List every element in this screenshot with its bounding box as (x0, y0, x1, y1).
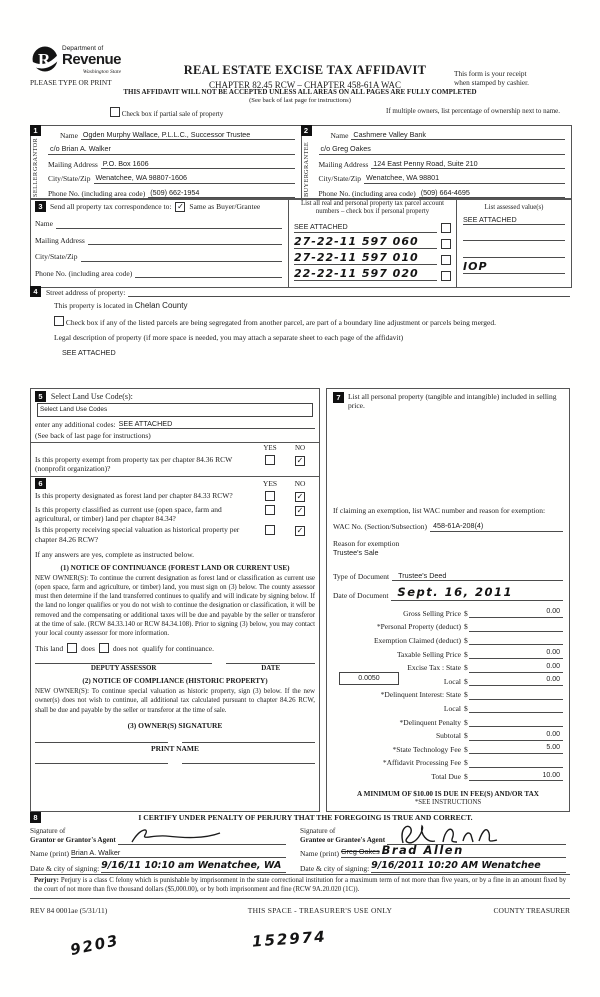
form-chapter: CHAPTER 82.45 RCW – CHAPTER 458-61A WAC (209, 79, 401, 90)
partial-sale-label: Check box if partial sale of property (121, 109, 224, 118)
current-use-question: Is this property classified as current use (open space, farm and agricultural, or timber) land per chapter 84.34? (35, 504, 222, 523)
same-as-buyer-checkbox: ✓ (177, 201, 184, 211)
rev-number: REV 84 0001ae (5/31/11) (30, 906, 108, 915)
personal-property-title: List all personal property (tangible and intangible) included in selling price. (348, 392, 557, 411)
notice-continuance-body: NEW OWNER(S): To continue the current designation as forest land or classification as current use (open space, farm and agriculture, or timber) land, you must sign on (3) below. The county assessor must then determine if the land transferred continues to qualify and will indicate by signing below. If the land no longer qualifies or you do not wish to continue the designation or classification, it will be removed and the compensating or additional taxes will be due and payable by the seller or transferor at the time of sale. (RCW 84.33.140 or RCW 84.34.108). Prior to signing (3) below, you may contact your local county assessor for more information. (35, 574, 315, 637)
type-of-document-value: Trustee's Deed (398, 570, 447, 580)
sec5-see-back: (See back of last page for instructions) (35, 431, 151, 441)
assessed-row-value: SEE ATTACHED (463, 214, 517, 224)
money-label: Taxable Selling Price (396, 649, 461, 659)
parcel-numbers-column (288, 199, 456, 287)
additional-codes-label: enter any additional codes: (35, 420, 116, 429)
parcel-0-checkbox (441, 223, 451, 233)
minimum-due-note: A MINIMUM OF $10.00 IS DUE IN FEE(S) AND/OR TAX (357, 790, 539, 799)
wac-value: 458-61A-208(4) (432, 521, 484, 531)
forest-question: Is this property designated as forest land per chapter 84.33 RCW? (35, 491, 233, 501)
money-label: *Affidavit Processing Fee (382, 758, 461, 768)
signature-of-label: Signature of (30, 827, 66, 835)
parcel-row-value: 22-22-11 597 020 (294, 267, 419, 281)
grantor-date-city: 9/16/11 10:10 am Wenatchee, WA (101, 860, 282, 872)
date-city-label: Date & city of signing: (300, 863, 370, 873)
if-yes-note: If any answers are yes, complete as instructed below. (35, 550, 195, 560)
grantor-signature-block (30, 825, 300, 873)
section7-number: 7 (333, 392, 344, 403)
money-value (560, 758, 563, 765)
parcel-3-checkbox (441, 271, 451, 281)
treasurers-use-label: THIS SPACE - TREASURER'S USE ONLY (247, 906, 393, 915)
date-label: DATE (261, 664, 281, 673)
grantee-name-crossed-out: Greg Oakes (340, 846, 380, 856)
legal-description-value: SEE ATTACHED (62, 347, 116, 357)
not-accepted-warning: THIS AFFIDAVIT WILL NOT BE ACCEPTED UNLESS ALL AREAS ON ALL PAGES ARE FULLY COMPLETED (123, 87, 477, 96)
current-yes-checkbox (265, 505, 275, 515)
money-label: *Delinquent Interest: State (380, 690, 461, 700)
please-type-note: PLEASE TYPE OR PRINT (30, 77, 112, 87)
seller-name-value: Ogden Murphy Wallace, P.L.L.C., Successor Trustee (82, 130, 251, 140)
corr-phone-label: Phone No. (including area code) (35, 268, 133, 278)
handwritten-number-center: 152974 (251, 927, 328, 951)
street-address-label: Street address of property: (46, 287, 126, 297)
land-use-title: Select Land Use Code(s): (50, 392, 133, 401)
segregated-checkbox (54, 316, 64, 326)
no-header: NO (294, 479, 306, 489)
property-location-section (30, 286, 570, 388)
parcel-row-value: SEE ATTACHED (294, 222, 348, 232)
yes-header: YES (262, 479, 278, 489)
money-label: Subtotal (435, 731, 461, 741)
money-value (560, 704, 563, 711)
form-footer (30, 906, 570, 915)
historic-question: Is this property receiving special valuation as historical property per chapter 84.26 RCW? (35, 525, 240, 544)
certification-section (30, 812, 570, 874)
buyer-mailing-label: Mailing Address (318, 159, 369, 169)
exempt-question: Is this property exempt from property tax per chapter 84.36 RCW (nonprofit organization)? (35, 454, 233, 473)
money-label: *Delinquent Penalty (399, 717, 461, 727)
svg-text:R: R (38, 50, 51, 70)
does-not-qualify-checkbox (99, 643, 109, 653)
money-value: 0.00 (546, 730, 560, 738)
exemption-claim-label: If claiming an exemption, list WAC number and reason for exemption: (333, 505, 546, 515)
money-value (560, 636, 563, 643)
money-label: Exemption Claimed (deduct) (373, 636, 461, 646)
see-back-note: (See back of last page for instructions) (249, 96, 351, 104)
corr-mailing-label: Mailing Address (35, 235, 85, 245)
forest-no-checkbox: ✓ (296, 492, 304, 502)
buyer-co-value: c/o Greg Oakes (320, 144, 371, 154)
seller-section (31, 126, 301, 199)
located-in-label: This property is located in (54, 301, 133, 310)
buyer-side-top: BUYER (302, 173, 310, 197)
land-use-column (30, 388, 320, 812)
grantee-signature-block (300, 825, 570, 873)
buyer-name-label: Name (330, 131, 349, 141)
does-qualify-checkbox (67, 643, 77, 653)
perjury-body: Perjury is a class C felony which is punishable by imprisonment in the state correctional institution for a maximum term of not more than five years, or by a fine in an amount fixed by the court of not more than five thousand dollars ($5,000.00), or by both imprisonment and fine (RCW 9A.20.020 (1C)). (34, 877, 566, 893)
parcel-1-checkbox (441, 239, 451, 249)
local-rate-box: 0.0050 (339, 672, 399, 685)
grantee-name-handwritten: Brad Allen (381, 842, 464, 857)
money-value: 0.00 (546, 649, 560, 657)
notice-compliance-title: (2) NOTICE OF COMPLIANCE (HISTORIC PROPERTY) (82, 677, 268, 685)
buyer-side-bottom: GRANTEE (302, 141, 310, 174)
logo-tagline: Washington State (82, 68, 122, 75)
seller-co-value: c/o Brian A. Walker (50, 144, 111, 154)
additional-codes-value: SEE ATTACHED (118, 419, 173, 428)
money-value: 0.00 (546, 676, 560, 684)
exempt-question-area (31, 443, 319, 478)
grantee-agent-label: Grantee or Grantee's Agent (300, 836, 386, 844)
buyer-csz-value: Wenatchee, WA 98801 (366, 173, 440, 183)
buyer-section (301, 126, 572, 199)
form-title: REAL ESTATE EXCISE TAX AFFIDAVIT (183, 63, 427, 77)
owners-signature-title: (3) OWNER(S) SIGNATURE (127, 720, 223, 730)
seller-phone-label: Phone No. (including area code) (48, 188, 146, 198)
money-label: Excise Tax : State (407, 663, 461, 673)
buyer-side-label (303, 142, 318, 197)
money-value (560, 717, 563, 724)
money-label: Local (443, 704, 461, 713)
buyer-phone-label: Phone No. (including area code) (318, 188, 416, 198)
personal-property-section (326, 388, 570, 812)
notice-compliance-body: NEW OWNER(S): To continue special valuation as historic property, sign (3) below. If the new owner(s) does not wish to continue, all additional tax calculated pursuant to chapter 84.26 RCW, shall be due and payable by the seller or transferor at the time of sale. (35, 688, 315, 714)
section1-number: 1 (30, 125, 41, 136)
partial-sale-checkbox (110, 107, 120, 117)
deputy-assessor-label: DEPUTY ASSESSOR (90, 664, 157, 673)
assessed-values-column (456, 199, 571, 287)
money-value: 10.00 (542, 771, 560, 779)
qualify-prefix: This land (35, 643, 64, 653)
send-correspondence-label: Send all property tax correspondence to: (50, 201, 172, 211)
grantor-name-print: Brian A. Walker (70, 847, 121, 857)
name-print-label: Name (print) (30, 848, 69, 858)
land-use-dropdown: Select Land Use Codes (37, 403, 313, 417)
legal-description-label: Legal description of property (if more space is needed, you may attach a separate sheet to each page of the affidavit) (54, 333, 404, 343)
land-use-section (31, 389, 319, 443)
historic-no-checkbox: ✓ (296, 526, 304, 536)
money-label: Total Due (431, 771, 461, 781)
parcel-row-value: 27-22-11 597 060 (294, 234, 419, 248)
seller-side-label (32, 138, 47, 197)
date-city-label: Date & city of signing: (30, 863, 100, 873)
buyer-phone-value: (509) 664-4695 (420, 187, 470, 197)
receipt-line2: when stamped by cashier. (454, 78, 529, 88)
forest-land-section (31, 477, 319, 811)
seller-csz-label: City/State/Zip (48, 174, 91, 184)
form-header (30, 45, 570, 119)
does-not-label: does not (112, 643, 139, 653)
multiple-owners-note: If multiple owners, list percentage of ownership next to name. (386, 106, 560, 115)
same-as-buyer-label: Same as Buyer/Grantee (189, 201, 261, 211)
parcel-2-checkbox (441, 255, 451, 265)
money-rows: Gross Selling Price $ 0.00 *Personal Property (deduct) $ Exemption Claimed (deduct) $ Taxable Selling Price $ 0.00 Excise Tax : State $ 0.00 0.0050 Local $ 0.00 *Delinquent Interest: State $ Local $ *Delinquent Penalty $ Subtotal $ 0.00 *State Technology Fee $ 5.00 *Affidavit Processing Fee $ Total Due $ 10.00 (333, 605, 563, 782)
date-of-document-label: Date of Document (333, 591, 389, 601)
yes-header: YES (263, 443, 277, 452)
historic-yes-checkbox (265, 525, 275, 535)
perjury-lead: Perjury: (34, 877, 59, 884)
does-label: does (81, 643, 95, 653)
buyer-name-value: Cashmere Valley Bank (353, 130, 426, 140)
no-header: NO (294, 443, 306, 452)
money-label: *Personal Property (deduct) (376, 622, 461, 632)
parcel-numbers-header: List all real and personal property tax parcel account numbers – check box if personal property (300, 200, 445, 216)
partial-sale-row (110, 107, 223, 119)
reason-label: Reason for exemption (333, 538, 400, 548)
signature-of-label: Signature of (300, 827, 336, 835)
seller-buyer-box (30, 125, 572, 200)
assessed-row-value: IOP (463, 259, 488, 273)
buyer-mailing-value: 124 East Penny Road, Suite 210 (373, 158, 478, 168)
seller-csz-value: Wenatchee, WA 98807-1606 (95, 173, 188, 183)
corr-csz-label: City/State/Zip (35, 252, 78, 262)
section8-number: 8 (30, 812, 41, 823)
section5-number: 5 (35, 391, 46, 402)
tax-correspondence-box (30, 198, 572, 288)
see-instructions-note: *SEE INSTRUCTIONS (414, 799, 482, 807)
grantee-date-city: 9/16/2011 10:20 AM Wenatchee (371, 860, 541, 872)
seller-side-top: SELLER (32, 171, 39, 197)
segregated-label: Check box if any of the listed parcels are being segregated from another parcel, are part of a boundary line adjustment or parcels being merged. (65, 318, 496, 327)
corr-name-label: Name (35, 219, 53, 229)
receipt-note (454, 69, 564, 87)
reason-value: Trustee's Sale (333, 547, 379, 557)
logo-dept-text: Department of (62, 45, 104, 52)
qualify-suffix: qualify for continuance. (142, 643, 214, 653)
section3-number: 3 (35, 201, 46, 212)
type-of-document-label: Type of Document (333, 571, 390, 581)
section2-number: 2 (301, 125, 312, 136)
certify-statement: I CERTIFY UNDER PENALTY OF PERJURY THAT THE FOREGOING IS TRUE AND CORRECT. (138, 812, 473, 822)
section6-number: 6 (35, 478, 46, 489)
grantor-signature-scribble (126, 826, 226, 846)
notice-continuance-title: (1) NOTICE OF CONTINUANCE (FOREST LAND OR CURRENT USE) (60, 563, 290, 572)
money-value: 0.00 (546, 662, 560, 670)
logo-revenue-text: Revenue (62, 51, 122, 69)
exempt-yes-checkbox (265, 455, 275, 465)
perjury-notice (30, 874, 570, 899)
county-value: Chelan County (134, 301, 188, 310)
wac-label: WAC No. (Section/Subsection) (333, 522, 427, 532)
handwritten-number-left: 9203 (68, 931, 121, 959)
buyer-csz-label: City/State/Zip (318, 174, 361, 184)
date-of-document-value: Sept. 16, 2011 (397, 585, 513, 600)
receipt-line1: This form is your receipt (454, 69, 527, 78)
county-treasurer-label: COUNTY TREASURER (493, 906, 570, 915)
forest-yes-checkbox (265, 491, 275, 501)
money-value (560, 690, 563, 697)
seller-phone-value: (509) 662-1954 (150, 187, 200, 197)
seller-side-bottom: GRANTOR (32, 138, 39, 172)
money-label: *State Technology Fee (392, 744, 461, 754)
name-print-label: Name (print) (300, 848, 339, 858)
money-value (560, 622, 563, 629)
parcel-row-value: 27-22-11 597 010 (294, 250, 419, 264)
money-value: 0.00 (546, 608, 560, 616)
seller-mailing-label: Mailing Address (48, 159, 98, 169)
correspondence-column (31, 199, 288, 287)
print-name-label: PRINT NAME (151, 744, 199, 754)
revenue-logo-icon (30, 45, 60, 73)
section4-number: 4 (30, 286, 41, 297)
exempt-no-checkbox: ✓ (296, 455, 304, 465)
current-no-checkbox: ✓ (296, 505, 304, 515)
seller-name-label: Name (60, 131, 78, 141)
money-label: Gross Selling Price (403, 608, 461, 618)
money-label: Local (443, 676, 461, 686)
money-value: 5.00 (546, 744, 560, 752)
grantor-agent-label: Grantor or Grantor's Agent (30, 836, 116, 844)
assessed-values-header: List assessed value(s) (484, 204, 544, 211)
seller-mailing-value: P.O. Box 1606 (102, 158, 149, 168)
grantor-sig-label (30, 827, 116, 845)
